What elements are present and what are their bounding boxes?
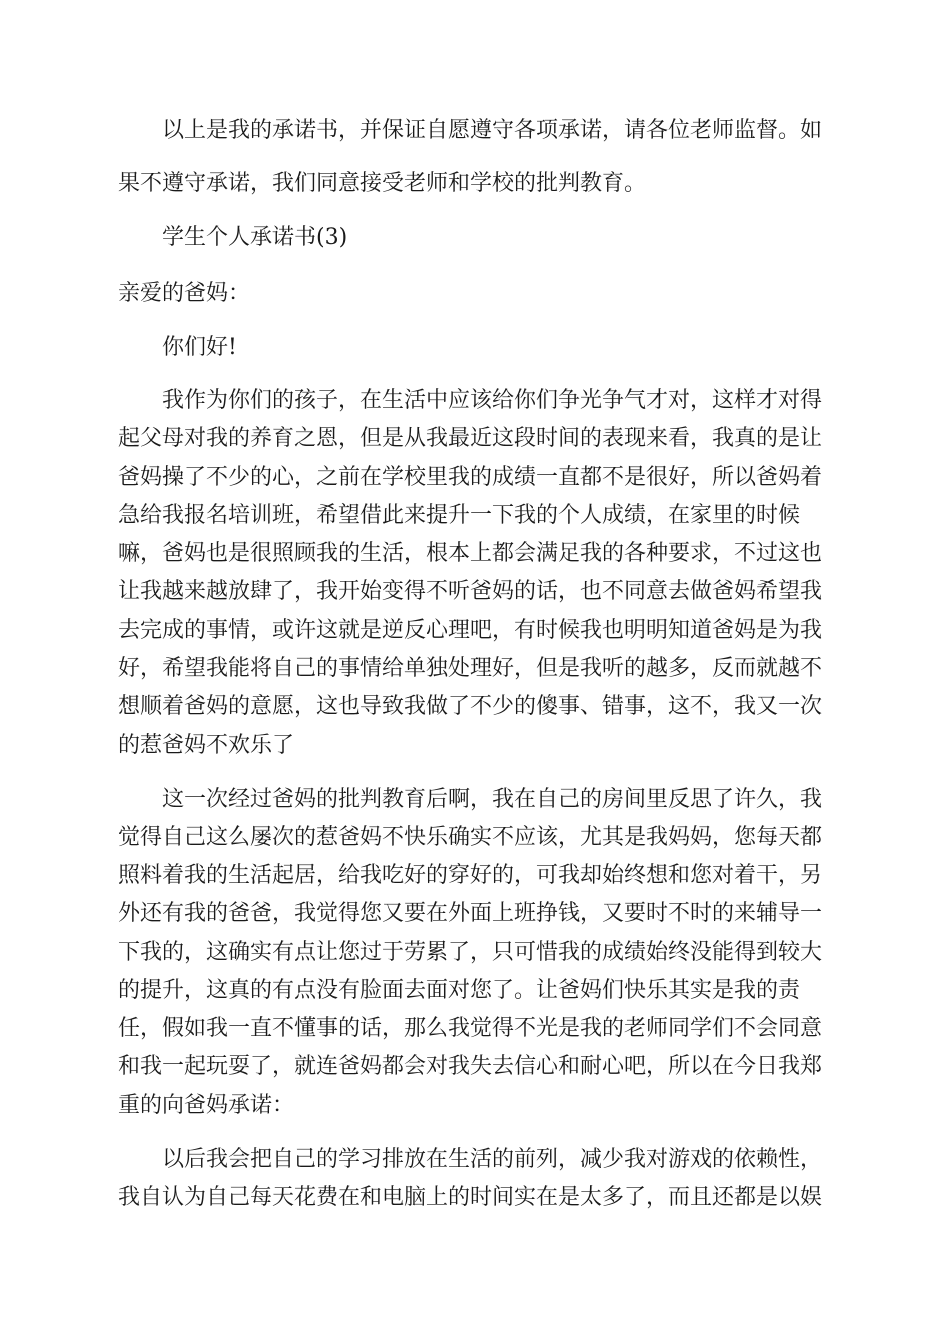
text-line: 和我一起玩耍了，就连爸妈都会对我失去信心和耐心吧，所以在今日我郑: [118, 1054, 823, 1079]
text-line: 以后我会把自己的学习排放在生活的前列，减少我对游戏的依赖性，: [162, 1147, 823, 1172]
text-line: 去完成的事情，或许这就是逆反心理吧，有时候我也明明知道爸妈是为我: [118, 618, 823, 643]
text-line: 爸妈操了不少的心，之前在学校里我的成绩一直都不是很好，所以爸妈着: [118, 465, 823, 490]
text-line: 这一次经过爸妈的批判教育后啊，我在自己的房间里反思了许久，我: [162, 787, 823, 812]
salutation: 亲爱的爸妈：: [118, 281, 251, 306]
section-heading: 学生个人承诺书(3): [162, 225, 348, 250]
text-line: 想顺着爸妈的意愿，这也导致我做了不少的傻事、错事，这不，我又一次: [118, 694, 823, 719]
text-line: 以上是我的承诺书，并保证自愿遵守各项承诺，请各位老师监督。如: [162, 118, 823, 143]
text-line: 急给我报名培训班，希望借此来提升一下我的个人成绩，在家里的时候: [118, 503, 801, 528]
text-line: 嘛，爸妈也是很照顾我的生活，根本上都会满足我的各种要求，不过这也: [118, 541, 823, 566]
text-line: 外还有我的爸爸，我觉得您又要在外面上班挣钱，又要时不时的来辅导一: [118, 901, 823, 926]
text-line: 好，希望我能将自己的事情给单独处理好，但是我听的越多，反而就越不: [118, 656, 823, 681]
text-line: 的提升，这真的有点没有脸面去面对您了。让爸妈们快乐其实是我的责: [118, 978, 801, 1003]
text-line: 重的向爸妈承诺：: [118, 1093, 295, 1118]
text-line: 让我越来越放肆了，我开始变得不听爸妈的话，也不同意去做爸妈希望我: [118, 579, 823, 604]
text-line: 觉得自己这么屡次的惹爸妈不快乐确实不应该，尤其是我妈妈，您每天都: [118, 825, 823, 850]
text-line: 我作为你们的孩子，在生活中应该给你们争光争气才对，这样才对得: [162, 388, 823, 413]
text-line: 照料着我的生活起居，给我吃好的穿好的，可我却始终想和您对着干，另: [118, 863, 823, 888]
text-line: 的惹爸妈不欢乐了: [118, 733, 295, 758]
text-line: 下我的，这确实有点让您过于劳累了，只可惜我的成绩始终没能得到较大: [118, 940, 823, 965]
text-line: 我自认为自己每天花费在和电脑上的时间实在是太多了，而且还都是以娱: [118, 1185, 823, 1210]
text-line: 任，假如我一直不懂事的话，那么我觉得不光是我的老师同学们不会同意: [118, 1016, 823, 1041]
text-line: 起父母对我的养育之恩，但是从我最近这段时间的表现来看，我真的是让: [118, 426, 823, 451]
greeting: 你们好!: [162, 335, 237, 360]
text-line: 果不遵守承诺，我们同意接受老师和学校的批判教育。: [118, 171, 647, 196]
